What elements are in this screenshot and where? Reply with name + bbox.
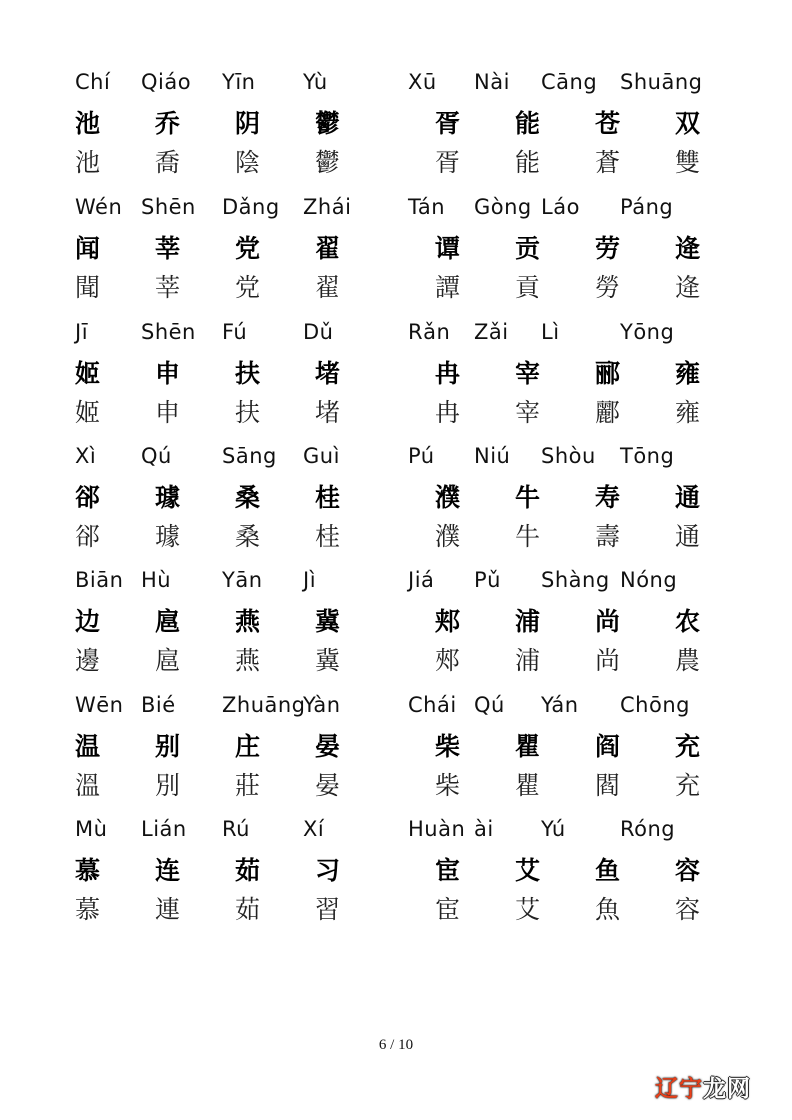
traditional-character: 濮 — [435, 522, 461, 551]
simplified-character: 尚 — [595, 607, 621, 636]
pinyin-label: Jī — [75, 320, 89, 344]
page-number: 6 / 10 — [378, 1037, 414, 1053]
pinyin-label: Jiá — [408, 568, 435, 592]
traditional-character: 能 — [515, 148, 541, 177]
traditional-character: 慕 — [75, 895, 101, 924]
pinyin-label: Nóng — [620, 568, 678, 592]
pinyin-label: Chái — [408, 693, 457, 717]
simplified-character: 容 — [675, 856, 701, 885]
simplified-character: 苍 — [595, 109, 621, 138]
traditional-character: 譚 — [435, 273, 461, 302]
simplified-character: 连 — [155, 856, 181, 885]
traditional-character: 冉 — [435, 398, 461, 427]
pinyin-label: Yù — [303, 70, 328, 94]
simplified-character: 闻 — [75, 234, 101, 263]
pinyin-label: Biān — [75, 568, 124, 592]
simplified-character: 艾 — [515, 856, 541, 885]
pinyin-label: Huàn — [408, 817, 466, 841]
simplified-character: 瞿 — [515, 732, 541, 761]
traditional-character: 聞 — [75, 273, 101, 302]
traditional-character: 酈 — [595, 398, 621, 427]
simplified-character: 农 — [675, 607, 701, 636]
traditional-character: 浦 — [515, 646, 541, 675]
pinyin-label: Yīn — [222, 70, 256, 94]
simplified-character: 阴 — [235, 109, 261, 138]
simplified-character: 璩 — [155, 483, 181, 512]
simplified-character: 习 — [315, 856, 341, 885]
simplified-character: 燕 — [235, 607, 261, 636]
pinyin-label: Bié — [141, 693, 176, 717]
simplified-character: 翟 — [315, 234, 341, 263]
pinyin-label: Niú — [474, 444, 511, 468]
simplified-character: 能 — [515, 109, 541, 138]
traditional-character: 池 — [75, 148, 101, 177]
pinyin-label: Chōng — [620, 693, 690, 717]
simplified-character: 雍 — [675, 359, 701, 388]
simplified-character: 阎 — [595, 732, 621, 761]
pinyin-label: Yú — [541, 817, 566, 841]
traditional-character: 莊 — [235, 771, 261, 800]
pinyin-label: Wén — [75, 195, 123, 219]
pinyin-label: Xū — [408, 70, 437, 94]
watermark-logo — [655, 1070, 751, 1103]
pinyin-label: Lì — [541, 320, 560, 344]
traditional-character: 貢 — [515, 273, 541, 302]
pinyin-label: Yān — [222, 568, 263, 592]
simplified-character: 牛 — [515, 483, 541, 512]
simplified-character: 桂 — [315, 483, 341, 512]
traditional-character: 尚 — [595, 646, 621, 675]
pinyin-label: Pǔ — [474, 568, 501, 592]
pinyin-label: Chí — [75, 70, 111, 94]
simplified-character: 桑 — [235, 483, 261, 512]
traditional-character: 申 — [155, 398, 181, 427]
traditional-character: 壽 — [595, 522, 621, 551]
traditional-character: 瞿 — [515, 771, 541, 800]
simplified-character: 浦 — [515, 607, 541, 636]
pinyin-label: Shuāng — [620, 70, 703, 94]
pinyin-label: Shàng — [541, 568, 610, 592]
traditional-character: 雍 — [675, 398, 701, 427]
simplified-character: 堵 — [315, 359, 341, 388]
simplified-character: 胥 — [435, 109, 461, 138]
traditional-character: 閻 — [595, 771, 621, 800]
traditional-character: 郟 — [435, 646, 461, 675]
simplified-character: 柴 — [435, 732, 461, 761]
traditional-character: 桂 — [315, 522, 341, 551]
simplified-character: 晏 — [315, 732, 341, 761]
pinyin-label: Sāng — [222, 444, 277, 468]
simplified-character: 别 — [155, 732, 181, 761]
simplified-character: 茹 — [235, 856, 261, 885]
traditional-character: 艾 — [515, 895, 541, 924]
pinyin-label: Zǎi — [474, 320, 509, 344]
simplified-character: 谭 — [435, 234, 461, 263]
pinyin-label: Mù — [75, 817, 108, 841]
traditional-character: 充 — [675, 771, 701, 800]
pinyin-label: Zhuāng — [222, 693, 306, 717]
pinyin-label: Qú — [474, 693, 505, 717]
traditional-character: 扶 — [235, 398, 261, 427]
simplified-character: 宦 — [435, 856, 461, 885]
simplified-character: 扈 — [155, 607, 181, 636]
simplified-character: 申 — [155, 359, 181, 388]
traditional-character: 茹 — [235, 895, 261, 924]
traditional-character: 習 — [315, 895, 341, 924]
simplified-character: 庄 — [235, 732, 261, 761]
pinyin-label: Jì — [303, 568, 317, 592]
pinyin-label: Wēn — [75, 693, 124, 717]
simplified-character: 慕 — [75, 856, 101, 885]
pinyin-label: Gòng — [474, 195, 532, 219]
simplified-character: 郦 — [595, 359, 621, 388]
traditional-character: 璩 — [155, 522, 181, 551]
pinyin-label: Lián — [141, 817, 187, 841]
traditional-character: 莘 — [155, 273, 181, 302]
traditional-character: 逄 — [675, 273, 701, 302]
simplified-character: 党 — [235, 234, 261, 263]
simplified-character: 濮 — [435, 483, 461, 512]
simplified-character: 充 — [675, 732, 701, 761]
pinyin-label: Tán — [408, 195, 446, 219]
pinyin-label: Láo — [541, 195, 580, 219]
traditional-character: 農 — [675, 646, 701, 675]
traditional-character: 翟 — [315, 273, 341, 302]
traditional-character: 邊 — [75, 646, 101, 675]
pinyin-label: Qú — [141, 444, 172, 468]
traditional-character: 燕 — [235, 646, 261, 675]
pinyin-label: Páng — [620, 195, 674, 219]
traditional-character: 喬 — [155, 148, 181, 177]
traditional-character: 柴 — [435, 771, 461, 800]
traditional-character: 容 — [675, 895, 701, 924]
pinyin-label: Nài — [474, 70, 510, 94]
pinyin-label: Rǎn — [408, 320, 451, 344]
pinyin-label: Dǎng — [222, 195, 280, 219]
simplified-character: 冀 — [315, 607, 341, 636]
traditional-character: 扈 — [155, 646, 181, 675]
traditional-character: 宦 — [435, 895, 461, 924]
pinyin-label: Xí — [303, 817, 325, 841]
pinyin-label: Dǔ — [303, 320, 334, 344]
pinyin-label: Pú — [408, 444, 435, 468]
simplified-character: 双 — [675, 109, 701, 138]
simplified-character: 扶 — [235, 359, 261, 388]
traditional-character: 別 — [155, 771, 181, 800]
simplified-character: 郏 — [435, 607, 461, 636]
traditional-character: 通 — [675, 522, 701, 551]
traditional-character: 魚 — [595, 895, 621, 924]
pinyin-label: Yàn — [303, 693, 341, 717]
pinyin-label: Shòu — [541, 444, 596, 468]
pinyin-label: Zhái — [303, 195, 352, 219]
watermark-text-white: 龙网 — [703, 1076, 751, 1102]
traditional-character: 勞 — [595, 273, 621, 302]
simplified-character: 边 — [75, 607, 101, 636]
simplified-character: 贡 — [515, 234, 541, 263]
simplified-character: 冉 — [435, 359, 461, 388]
pinyin-label: Rú — [222, 817, 250, 841]
simplified-character: 通 — [675, 483, 701, 512]
watermark-text-red: 辽宁 — [655, 1076, 703, 1102]
traditional-character: 桑 — [235, 522, 261, 551]
simplified-character: 郤 — [75, 483, 101, 512]
traditional-character: 堵 — [315, 398, 341, 427]
simplified-character: 池 — [75, 109, 101, 138]
traditional-character: 連 — [155, 895, 181, 924]
simplified-character: 鬱 — [315, 109, 341, 138]
pinyin-label: Yán — [541, 693, 579, 717]
traditional-character: 胥 — [435, 148, 461, 177]
traditional-character: 陰 — [235, 148, 261, 177]
pinyin-label: Xì — [75, 444, 97, 468]
traditional-character: 姬 — [75, 398, 101, 427]
traditional-character: 牛 — [515, 522, 541, 551]
pinyin-label: Yōng — [620, 320, 675, 344]
simplified-character: 姬 — [75, 359, 101, 388]
traditional-character: 宰 — [515, 398, 541, 427]
traditional-character: 冀 — [315, 646, 341, 675]
simplified-character: 逄 — [675, 234, 701, 263]
traditional-character: 蒼 — [595, 148, 621, 177]
traditional-character: 溫 — [75, 771, 101, 800]
simplified-character: 劳 — [595, 234, 621, 263]
pinyin-label: Guì — [303, 444, 340, 468]
pinyin-label: Cāng — [541, 70, 598, 94]
traditional-character: 雙 — [675, 148, 701, 177]
pinyin-label: Qiáo — [141, 70, 192, 94]
traditional-character: 晏 — [315, 771, 341, 800]
simplified-character: 莘 — [155, 234, 181, 263]
simplified-character: 寿 — [595, 483, 621, 512]
simplified-character: 宰 — [515, 359, 541, 388]
traditional-character: 鬱 — [315, 148, 341, 177]
pinyin-label: Fú — [222, 320, 248, 344]
simplified-character: 温 — [75, 732, 101, 761]
pinyin-label: Shēn — [141, 195, 196, 219]
pinyin-label: Tōng — [620, 444, 675, 468]
pinyin-label: Shēn — [141, 320, 196, 344]
simplified-character: 鱼 — [595, 856, 621, 885]
pinyin-label: Hù — [141, 568, 172, 592]
traditional-character: 郤 — [75, 522, 101, 551]
pinyin-label: Róng — [620, 817, 676, 841]
simplified-character: 乔 — [155, 109, 181, 138]
pinyin-label: ài — [474, 817, 494, 841]
traditional-character: 党 — [235, 273, 261, 302]
